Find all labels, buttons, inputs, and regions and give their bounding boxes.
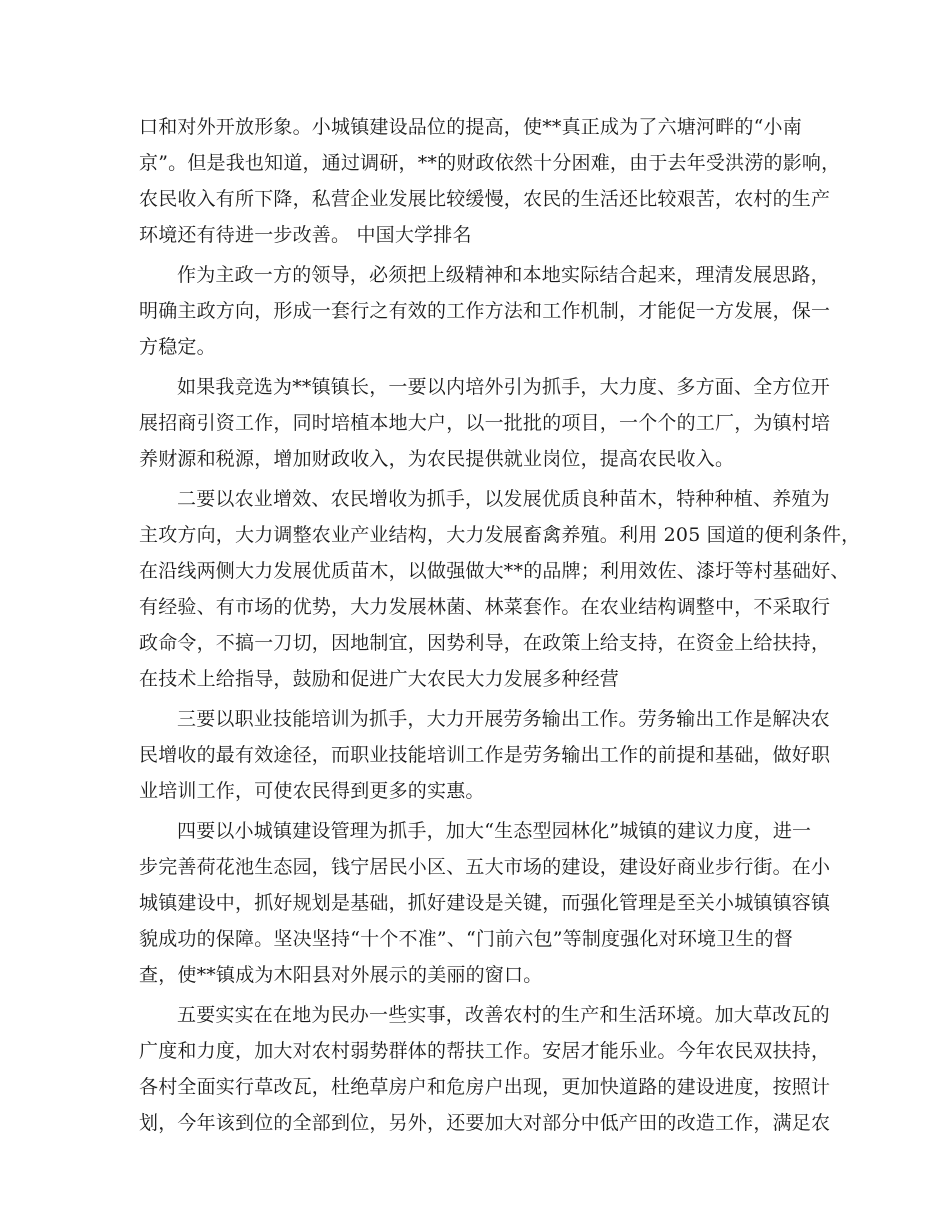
text-line: 在技术上给指导，鼓励和促进广大农民大力发展多种经营 xyxy=(139,668,620,690)
text-line: 作为主政一方的领导，必须把上级精神和本地实际结合起来，理清发展思路， xyxy=(177,264,830,286)
paragraph-7 xyxy=(139,997,831,1141)
text-line: 业培训工作，可使农民得到更多的实惠。 xyxy=(139,780,485,802)
text-line: 如果我竞选为**镇镇长，一要以内培外引为抓手，大力度、多方面、全方位开 xyxy=(177,376,831,398)
text-line: 口和对外开放形象。小城镇建设品位的提高，使**真正成为了六塘河畔的“小南 xyxy=(139,116,802,138)
text-line: 步完善荷花池生态园，钱宁居民小区、五大市场的建设，建设好商业步行街。在小 xyxy=(139,856,831,878)
paragraph-5 xyxy=(139,701,831,809)
text-line: 三要以职业技能培训为抓手，大力开展劳务输出工作。劳务输出工作是解决农 xyxy=(177,708,830,730)
text-line: 环境还有待进一步改善。 中国大学排名 xyxy=(139,224,472,246)
text-line: 明确主政方向，形成一套行之有效的工作方法和工作机制，才能促一方发展，保一 xyxy=(139,300,831,322)
document-body xyxy=(139,109,861,1145)
text-line: 各村全面实行草改瓦，杜绝草房户和危房户出现，更加快道路的建设进度，按照计 xyxy=(139,1076,831,1098)
text-line: 城镇建设中，抓好规划是基础，抓好建设是关键，而强化管理是至关小城镇镇容镇 xyxy=(139,892,831,914)
text-line: 五要实实在在地为民办一些实事，改善农村的生产和生活环境。加大草改瓦的 xyxy=(177,1004,830,1026)
text-line: 查，使**镇成为木阳县对外展示的美丽的窗口。 xyxy=(139,964,543,986)
text-line: 二要以农业增效、农民增收为抓手，以发展优质良种苗木，特种种植、养殖为 xyxy=(177,488,830,510)
text-line: 养财源和税源，增加财政收入，为农民提供就业岗位，提高农民收入。 xyxy=(139,448,735,470)
text-line: 貌成功的保障。坚决坚持“十个不准”、“门前六包”等制度强化对环境卫生的督 xyxy=(139,928,794,950)
text-line: 在沿线两侧大力发展优质苗木，以做强做大**的品牌；利用效佐、漆圩等村基础好、 xyxy=(139,560,850,582)
text-line: 民增收的最有效途径，而职业技能培训工作是劳务输出工作的前提和基础，做好职 xyxy=(139,744,831,766)
paragraph-4 xyxy=(139,481,861,697)
text-line: 政命令，不搞一刀切，因地制宜，因势利导，在政策上给支持，在资金上给扶持， xyxy=(139,632,831,654)
paragraph-6 xyxy=(139,813,831,993)
paragraph-2 xyxy=(139,257,831,365)
paragraph-3 xyxy=(139,369,831,477)
text-line: 农民收入有所下降，私营企业发展比较缓慢，农民的生活还比较艰苦，农村的生产 xyxy=(139,188,831,210)
paragraph-1 xyxy=(139,109,841,253)
text-line: 方稳定。 xyxy=(139,336,216,358)
text-line: 划，今年该到位的全部到位，另外，还要加大对部分中低产田的改造工作，满足农 xyxy=(139,1112,831,1134)
text-line: 四要以小城镇建设管理为抓手，加大“生态型园林化”城镇的建议力度，进一 xyxy=(177,820,812,842)
text-line: 有经验、有市场的优势，大力发展林菌、林菜套作。在农业结构调整中，不采取行 xyxy=(139,596,831,618)
text-line: 广度和力度，加大对农村弱势群体的帮扶工作。安居才能乐业。今年农民双扶持， xyxy=(139,1040,831,1062)
text-line: 京”。但是我也知道，通过调研，**的财政依然十分困难，由于去年受洪涝的影响， xyxy=(139,152,841,174)
text-line: 展招商引资工作，同时培植本地大户，以一批批的项目，一个个的工厂，为镇村培 xyxy=(139,412,831,434)
text-line: 主攻方向，大力调整农业产业结构，大力发展畜禽养殖。利用 205 国道的便利条件， xyxy=(139,524,861,546)
